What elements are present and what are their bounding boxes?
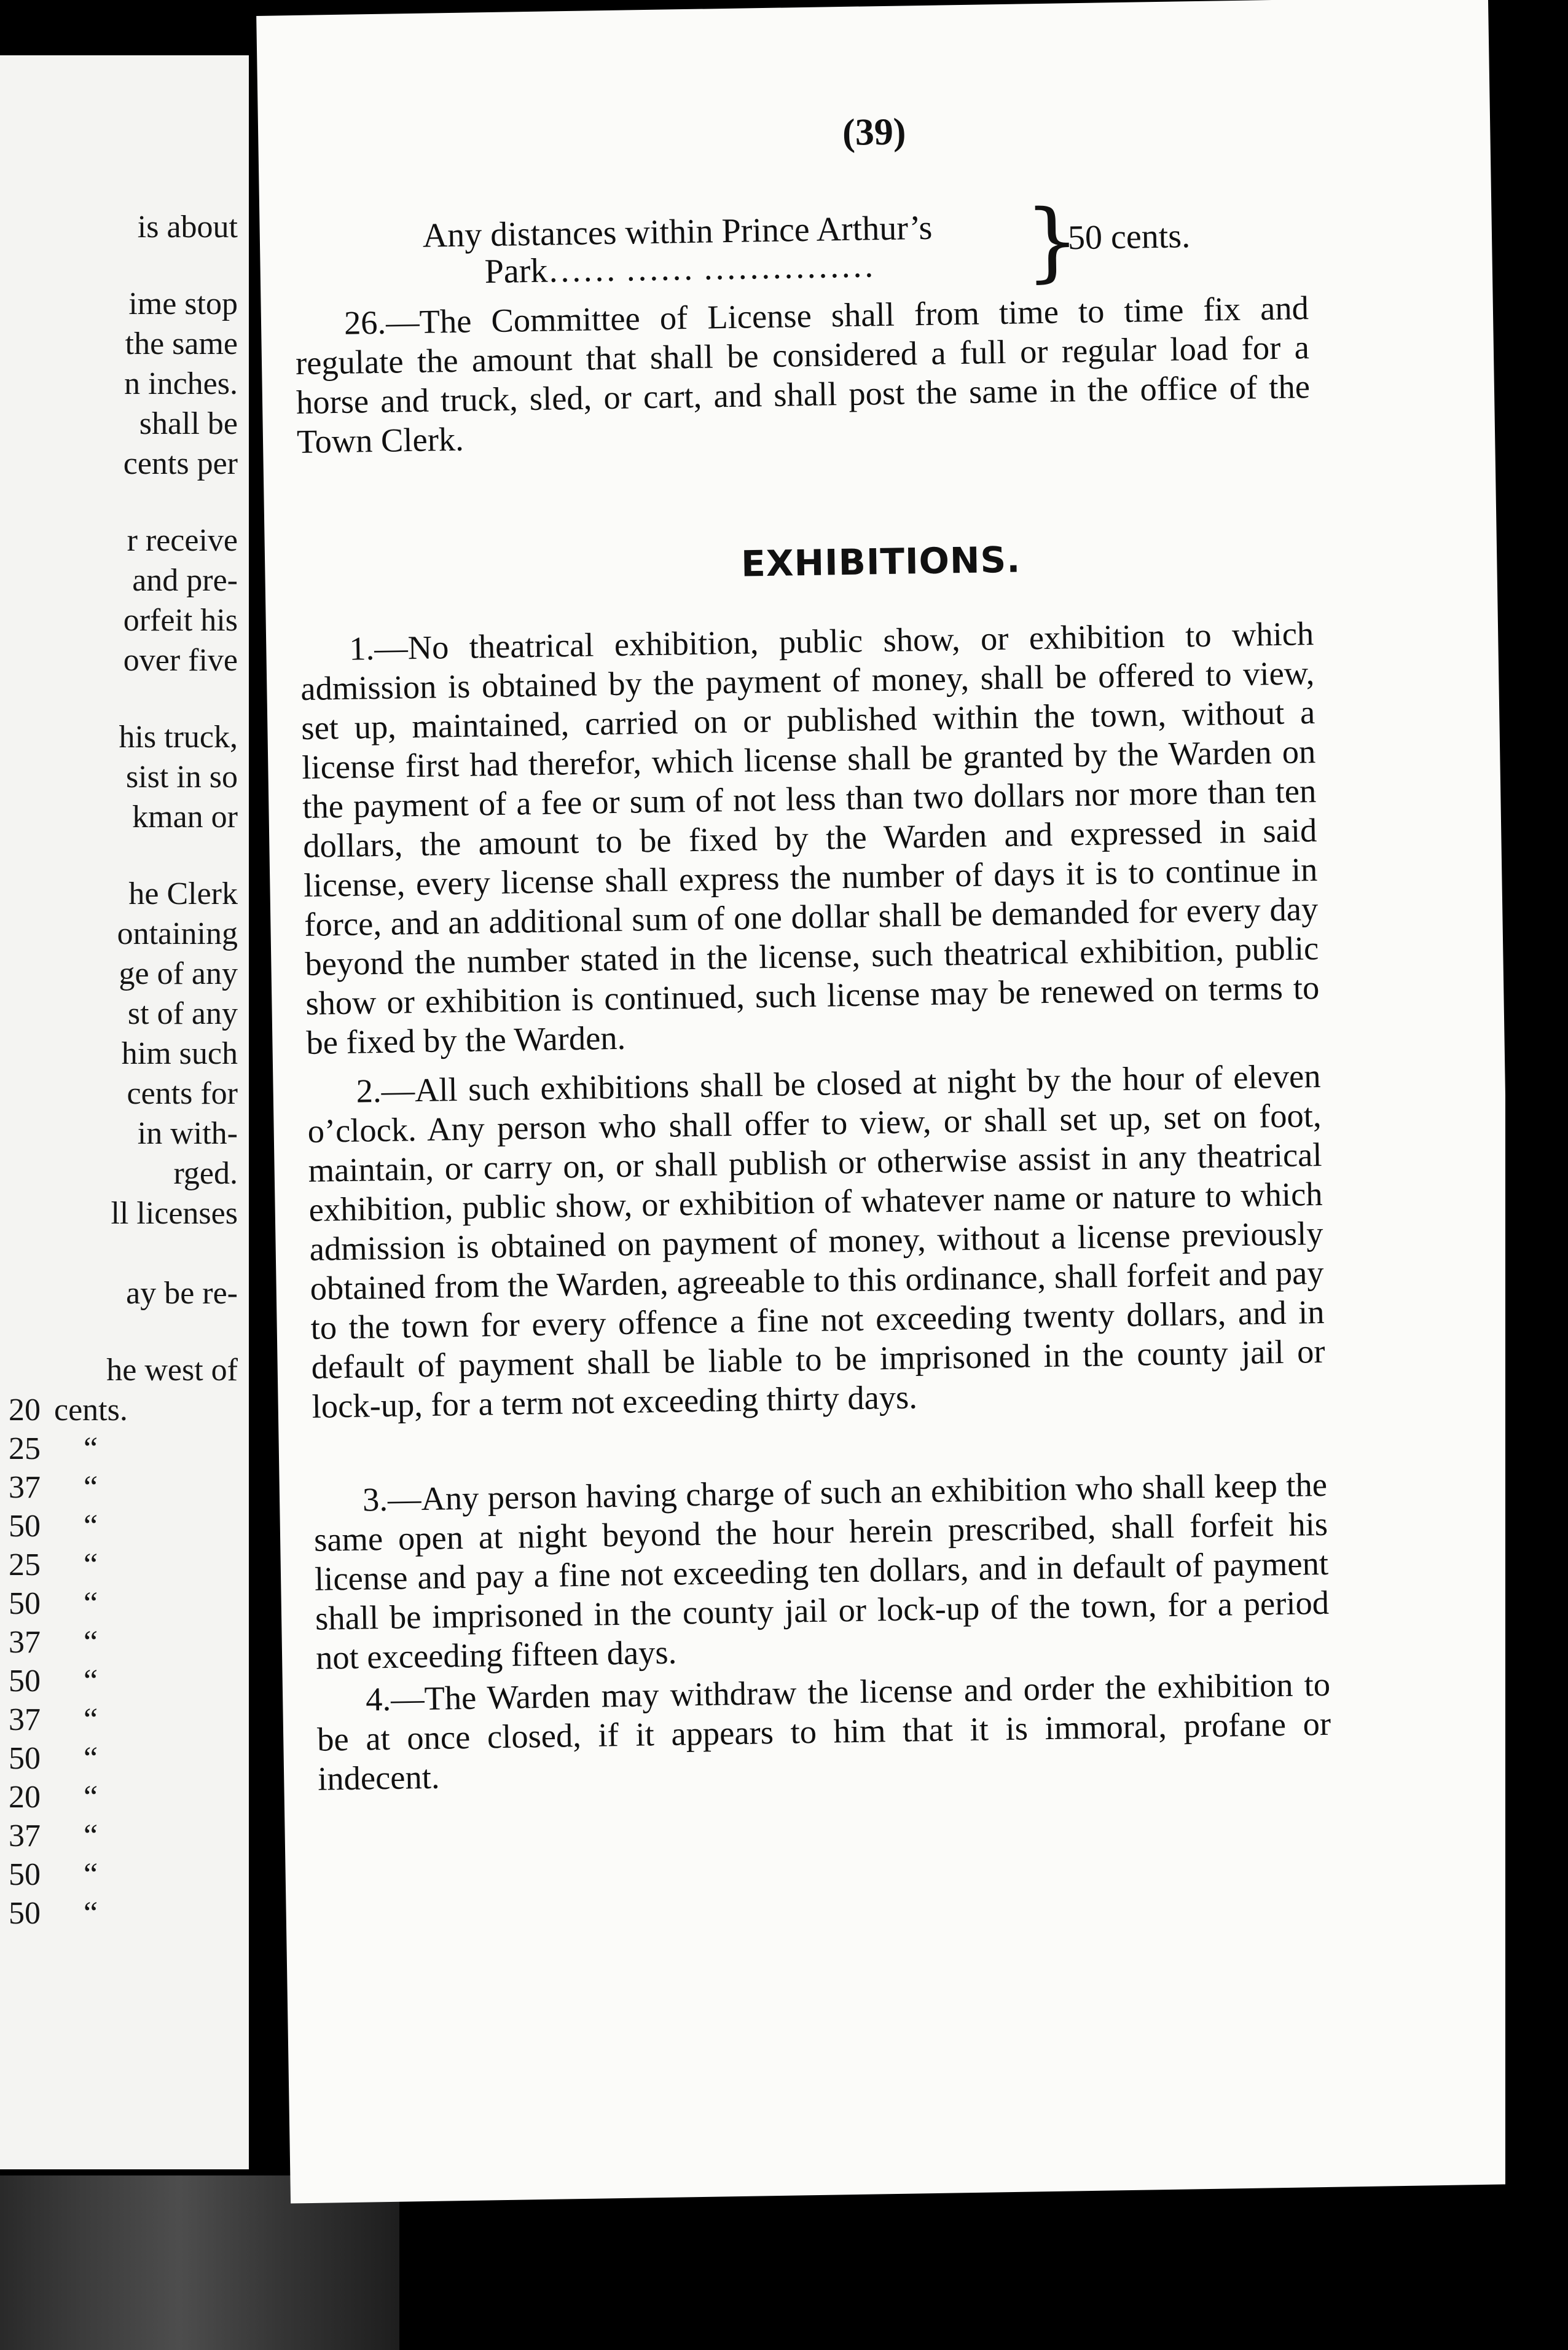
- fare-row: [9, 1508, 98, 1545]
- facing-page-line: n inches.: [124, 366, 238, 401]
- facing-page-line: over five: [123, 643, 238, 678]
- exhibition-section-1: [300, 614, 1320, 1063]
- fare-unit: “: [84, 1702, 98, 1737]
- facing-page-line: he Clerk: [128, 876, 238, 911]
- fare-unit: cents.: [54, 1393, 128, 1428]
- facing-page: [0, 55, 249, 2169]
- fare-amount: 37: [9, 1818, 41, 1853]
- section-heading: EXHIBITIONS.: [740, 538, 1021, 585]
- fare-unit: “: [84, 1664, 98, 1699]
- scan-border: [1505, 0, 1568, 2350]
- fare-unit: “: [84, 1896, 98, 1931]
- facing-page-line: cents for: [127, 1076, 238, 1111]
- fare-amount: 50: [9, 1857, 41, 1892]
- fare-row: [9, 1740, 98, 1777]
- fare-row: [9, 1586, 98, 1622]
- fare-unit: “: [84, 1857, 98, 1892]
- fare-row: [9, 1857, 98, 1893]
- fare-unit: “: [84, 1509, 98, 1544]
- fare-row: [9, 1392, 128, 1429]
- exhibition-section-2: [307, 1056, 1326, 1426]
- fare-row: [9, 1547, 98, 1584]
- distance-fare: 50 cents.: [1067, 217, 1191, 257]
- facing-page-line: cents per: [123, 446, 238, 481]
- facing-page-line: kman or: [132, 800, 238, 835]
- fare-amount: 37: [9, 1625, 41, 1660]
- fare-unit: “: [84, 1625, 98, 1660]
- section-4-text: 4.—The Warden may withdraw the license and order the exhibition to be at once closed, if it appears to him that it is immoral, profane or indecent.: [316, 1665, 1331, 1798]
- page-number: (39): [842, 111, 906, 154]
- facing-page-line: ge of any: [119, 956, 238, 991]
- section-26-text: 26.—The Committee of License shall from time to time fix and regulate the amount that shall be considered a full or regular load for a horse and truck, sled, or cart, and shall post the same in the office of the Town Clerk.: [295, 289, 1311, 461]
- fare-row: [9, 1702, 98, 1739]
- facing-page-line: and pre-: [132, 563, 238, 598]
- fare-unit: “: [84, 1741, 98, 1776]
- fare-unit: “: [84, 1818, 98, 1853]
- brace-glyph: }: [1024, 191, 1081, 293]
- facing-page-line: orfeit his: [123, 603, 238, 638]
- fare-row: [9, 1469, 98, 1506]
- fare-amount: 50: [9, 1664, 41, 1699]
- facing-page-line: is about: [137, 210, 238, 245]
- facing-page-line: he west of: [106, 1353, 238, 1388]
- fare-unit: “: [84, 1547, 98, 1582]
- exhibition-section-4: [316, 1665, 1332, 1799]
- fare-unit: “: [84, 1470, 98, 1505]
- section-26: [295, 288, 1311, 462]
- fare-row: [9, 1624, 98, 1661]
- facing-page-line: ontaining: [117, 916, 238, 951]
- facing-page-line: ime stop: [128, 286, 238, 321]
- distance-line-2: Park…… …… ……………: [484, 246, 875, 291]
- fare-amount: 50: [9, 1896, 41, 1931]
- fare-unit: “: [84, 1780, 98, 1815]
- fare-amount: 20: [9, 1780, 41, 1815]
- fare-amount: 37: [9, 1470, 41, 1505]
- fare-row: [9, 1779, 98, 1816]
- section-2-text: 2.—All such exhibitions shall be closed at night by the hour of eleven o’clock. Any person who shall offer to view, or shall set up, set on foot, maintain, or carry on, or shall publish or otherwise assist in any theatrical exhibition, public show, or exhibition of whatever name or nature to which admission is obtained on payment of money, without a license previously obtained from the Warden, agreeable to this ordinance, shall forfeit and pay to the town for every offence a fine not exceeding twenty dollars, and in default of payment shall be liable to be imprisoned in the county jail or lock-up, for a term not exceeding thirty days.: [307, 1056, 1325, 1425]
- fare-amount: 25: [9, 1431, 41, 1466]
- fare-row: [9, 1663, 98, 1700]
- fare-amount: 50: [9, 1586, 41, 1621]
- page-39: [256, 0, 1523, 2204]
- facing-page-line: his truck,: [119, 720, 238, 755]
- fare-row: [9, 1818, 98, 1855]
- fare-row: [9, 1895, 98, 1932]
- section-1-text: 1.—No theatrical exhibition, public show, or exhibition to which admission is obtained by the payment of money, shall be offered to view, set up, maintained, carried on or published within the town, without a license first had therefor, which license shall be granted by the Warden on the payment of a fee or sum of not less than two dollars nor more than ten dollars, the amount to be fixed by the Warden and expressed in said license, every license shall express the number of days it is to continue in force, and an additional sum of one dollar shall be demanded for every day beyond the number stated in the license, such theatrical exhibition, public show or exhibition is continued, such license may be renewed on terms to be fixed by the Warden.: [300, 615, 1320, 1061]
- fare-amount: 50: [9, 1509, 41, 1544]
- facing-page-line: him such: [121, 1036, 238, 1071]
- distance-line-1: Any distances within Prince Arthur’s: [422, 208, 933, 255]
- facing-page-line: r receive: [127, 523, 238, 558]
- facing-page-line: rged.: [173, 1156, 238, 1191]
- facing-page-line: sist in so: [125, 760, 238, 795]
- facing-page-line: st of any: [127, 996, 238, 1031]
- facing-page-line: shall be: [139, 406, 238, 441]
- facing-page-line: the same: [125, 326, 238, 361]
- section-3-text: 3.—Any person having charge of such an exhibition who shall keep the same open at night beyond the hour herein prescribed, shall forfeit his license and pay a fine not exceeding ten dollars, and in default of payment shall be imprisoned in the county jail or lock-up of the town, for a period not exceeding fifteen days.: [313, 1465, 1330, 1676]
- facing-page-line: ll licenses: [111, 1196, 238, 1231]
- exhibition-section-3: [313, 1465, 1330, 1678]
- fare-amount: 50: [9, 1741, 41, 1776]
- facing-page-line: in with-: [137, 1116, 238, 1151]
- fare-amount: 37: [9, 1702, 41, 1737]
- fare-amount: 20: [9, 1393, 41, 1428]
- fare-amount: 25: [9, 1547, 41, 1582]
- fare-unit: “: [84, 1431, 98, 1466]
- fare-unit: “: [84, 1586, 98, 1621]
- fare-row: [9, 1431, 98, 1468]
- facing-page-line: ay be re-: [126, 1276, 238, 1311]
